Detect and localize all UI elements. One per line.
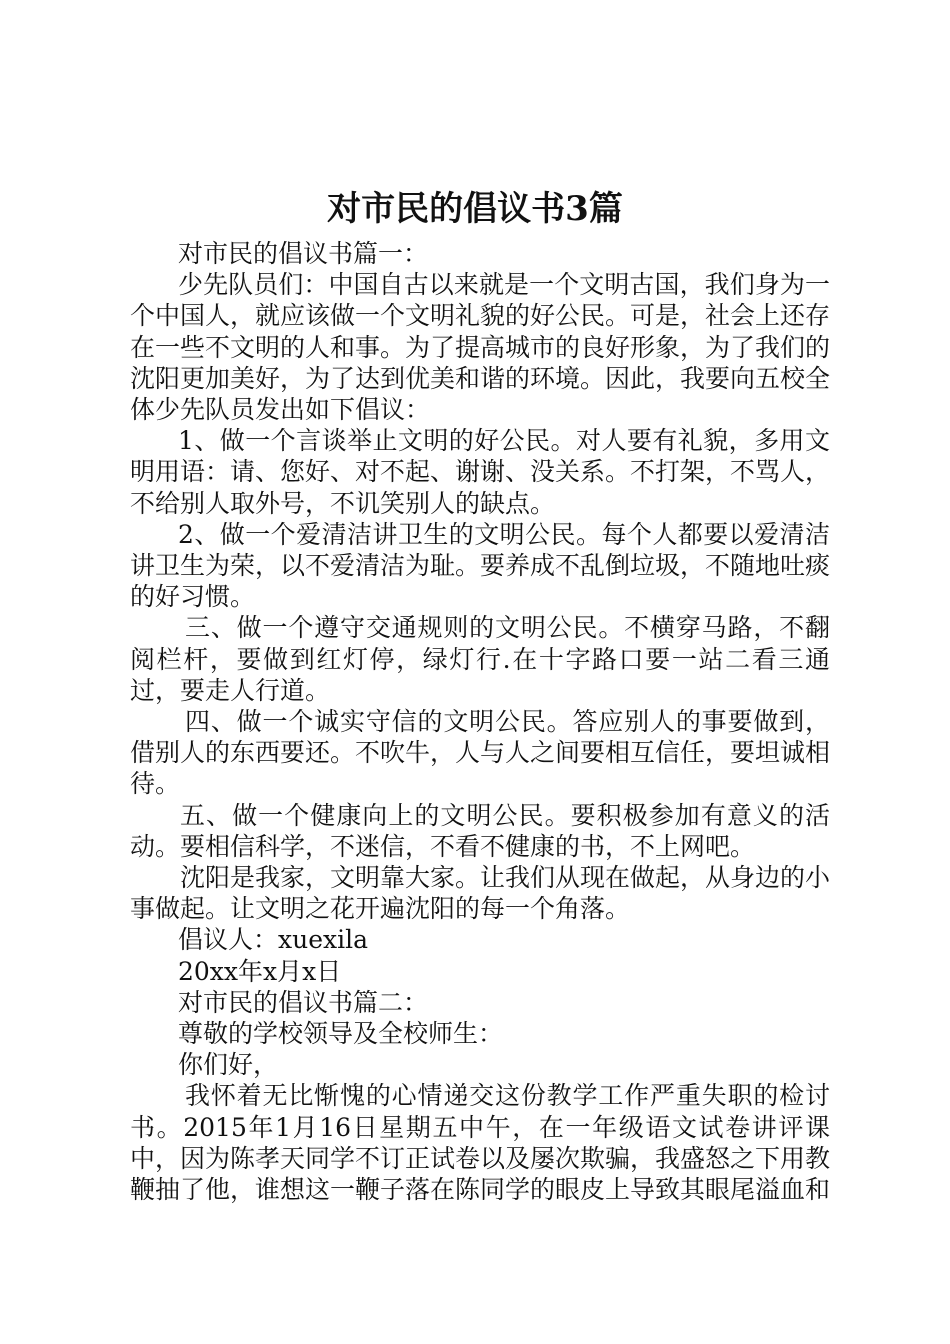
paragraph-item-3: 三、做一个遵守交通规则的文明公民。不横穿马路，不翻阅栏杆，要做到红灯停，绿灯行.在十字路口要一站二看三通过，要走人行道。: [130, 613, 830, 705]
greeting-line: 你们好，: [178, 1050, 279, 1080]
paragraph-apology: 我怀着无比惭愧的心情递交这份教学工作严重失职的检讨书。2015年1月16日星期五中午，在一年级语文试卷讲评课中，因为陈孝天同学不订正试卷以及屡次欺骗，我盛怒之下用教鞭抽了他，谁想这一鞭子落在陈同学的眼皮上导致其眼尾溢血和: [130, 1081, 831, 1205]
document-body: [130, 238, 830, 1205]
paragraph-item-4: 四、做一个诚实守信的文明公民。答应别人的事要做到，借别人的东西要还。不吹牛，人与人之间要相互信任，要坦诚相待。: [130, 707, 831, 799]
section-heading-1: 对市民的倡议书篇一：: [178, 239, 429, 268]
document-title: 对市民的倡议书3篇: [327, 189, 623, 229]
paragraph-item-5: 五、做一个健康向上的文明公民。要积极参加有意义的活动。要相信科学，不迷信，不看不健康的书，不上网吧。: [130, 800, 830, 861]
date-line: 20xx年x月x日: [178, 956, 342, 986]
paragraph-greeting: 少先队员们：中国自古以来就是一个文明古国，我们身为一个中国人，就应该做一个文明礼貌的好公民。可是，社会上还存在一些不文明的人和事。为了提高城市的良好形象，为了我们的沈阳更加美好，为了达到优美和谐的环境。因此，我要向五校全体少先队员发出如下倡议：: [130, 270, 831, 425]
paragraph-item-1: 1、做一个言谈举止文明的好公民。对人要有礼貌，多用文明用语：请、您好、对不起、谢谢、没关系。不打架，不骂人，不给别人取外号，不讥笑别人的缺点。: [130, 426, 831, 518]
section-heading-2: 对市民的倡议书篇二：: [178, 987, 429, 1017]
salutation-line: 尊敬的学校领导及全校师生：: [178, 1019, 504, 1049]
paragraph-closing: 沈阳是我家，文明靠大家。让我们从现在做起，从身边的小事做起。让文明之花开遍沈阳的每一个角落。: [130, 863, 831, 924]
paragraph-item-2: 2、做一个爱清洁讲卫生的文明公民。每个人都要以爱清洁讲卫生为荣，以不爱清洁为耻。要养成不乱倒垃圾，不随地吐痰的好习惯。: [130, 519, 831, 612]
signature-line: 倡议人：xuexila: [178, 925, 368, 955]
